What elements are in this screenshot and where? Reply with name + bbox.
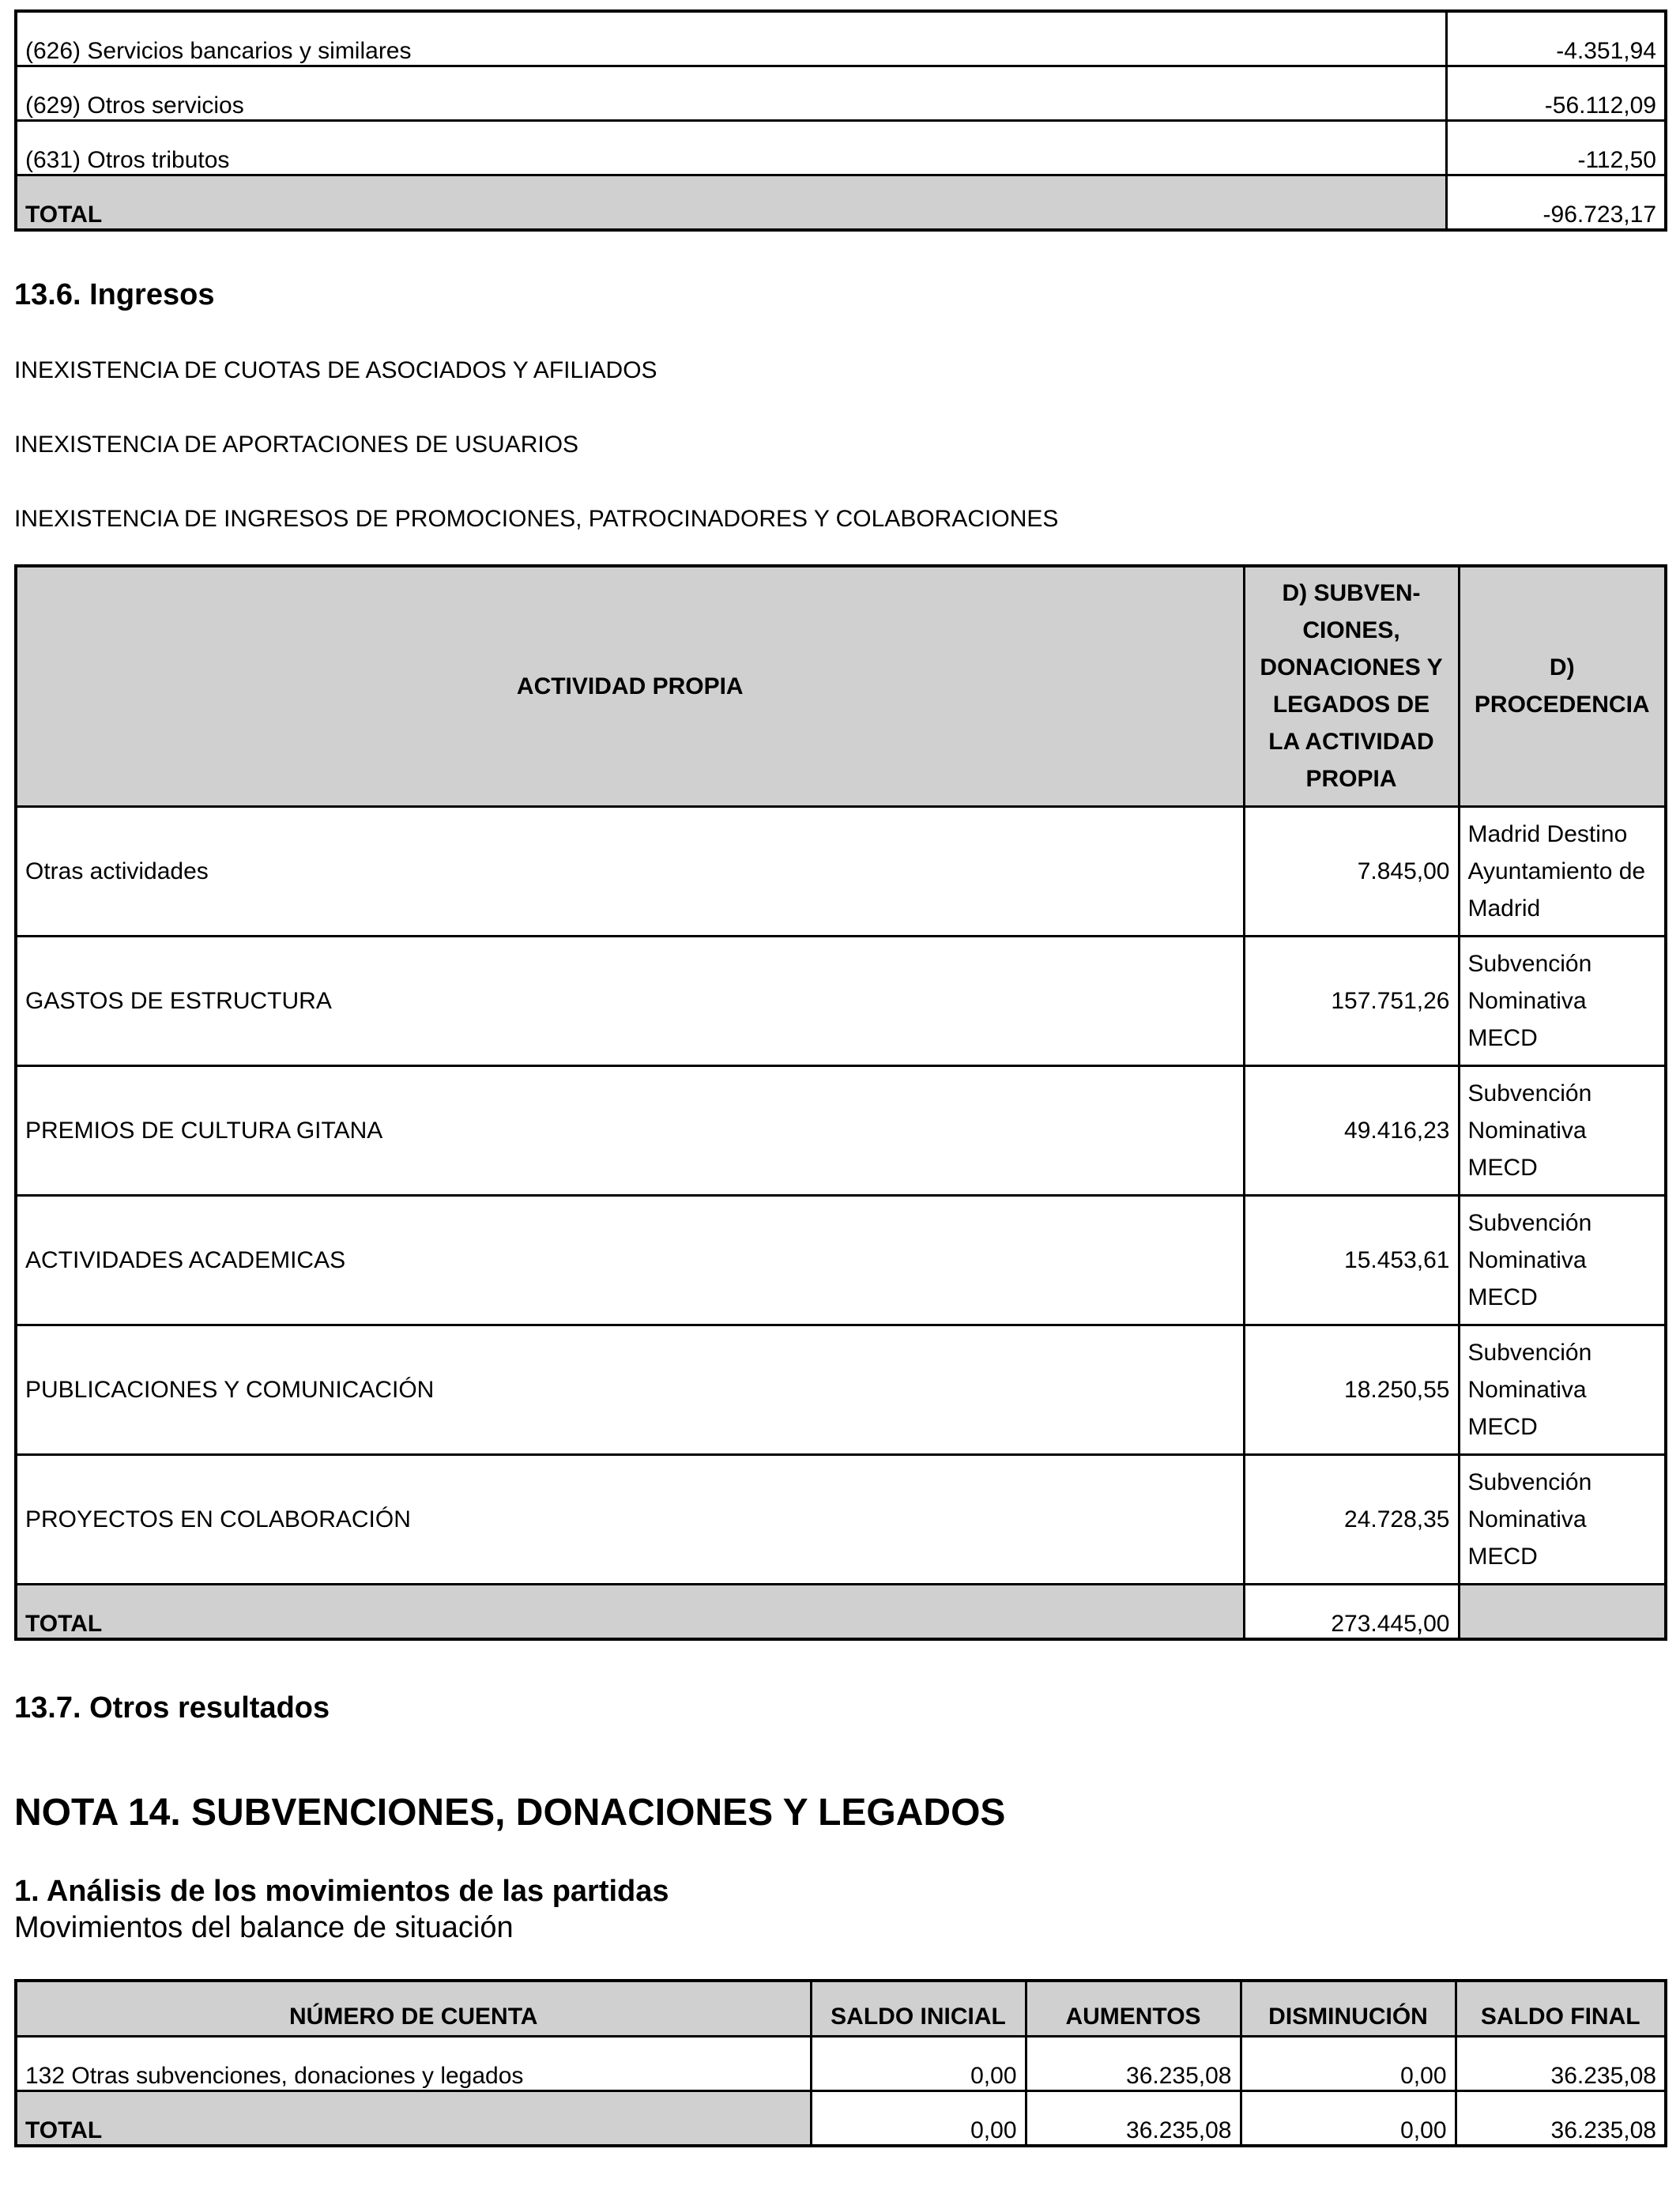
- table-row: [16, 1195, 1666, 1325]
- table-row: [16, 936, 1666, 1065]
- header-actividad-propia: ACTIVIDAD PROPIA: [16, 566, 1244, 806]
- header-subvenciones: D) SUBVEN- CIONES, DONACIONES Y LEGADOS DE LA ACTIVIDAD PROPIA: [1244, 566, 1459, 806]
- activity-amount: 157.751,26: [1244, 936, 1459, 1065]
- expense-row-label: (626) Servicios bancarios y similares: [16, 11, 1446, 66]
- income-total-label: TOTAL: [16, 1584, 1244, 1639]
- header-saldo-inicial: SALDO INICIAL: [811, 1981, 1026, 2036]
- nota-14-caption: Movimientos del balance de situación: [14, 1911, 514, 1944]
- total-disminucion: 0,00: [1241, 2090, 1456, 2146]
- aumentos-value: 36.235,08: [1026, 2036, 1241, 2090]
- activity-origin: Subvención Nominativa MECD: [1459, 1325, 1666, 1454]
- activity-origin: Madrid Destino Ayuntamiento de Madrid: [1459, 806, 1666, 936]
- section-13-7-title: 13.7. Otros resultados: [14, 1691, 330, 1725]
- account-name: 132 Otras subvenciones, donaciones y legados: [16, 2036, 811, 2090]
- activity-origin: Subvención Nominativa MECD: [1459, 1195, 1666, 1325]
- table-row: [16, 2036, 1666, 2090]
- activity-name: Otras actividades: [16, 806, 1244, 936]
- income-table: [14, 564, 1667, 1641]
- activity-amount: 24.728,35: [1244, 1454, 1459, 1584]
- saldo-inicial-value: 0,00: [811, 2036, 1026, 2090]
- nota-14-subtitle: 1. Análisis de los movimientos de las partidas: [14, 1875, 669, 1908]
- nota-14-title: NOTA 14. SUBVENCIONES, DONACIONES Y LEGADOS: [14, 1792, 1006, 1834]
- expense-row-value: -56.112,09: [1446, 66, 1666, 120]
- activity-origin: Subvención Nominativa MECD: [1459, 936, 1666, 1065]
- expense-row-label: (629) Otros servicios: [16, 66, 1446, 120]
- total-saldo-final: 36.235,08: [1456, 2090, 1666, 2146]
- activity-name: GASTOS DE ESTRUCTURA: [16, 936, 1244, 1065]
- table-row: [16, 1065, 1666, 1195]
- table-row: [16, 1325, 1666, 1454]
- income-note-line: INEXISTENCIA DE CUOTAS DE ASOCIADOS Y AFILIADOS: [14, 357, 657, 383]
- balance-movements-table: [14, 1979, 1667, 2147]
- income-note-line: INEXISTENCIA DE APORTACIONES DE USUARIOS: [14, 432, 579, 458]
- income-note-line: INEXISTENCIA DE INGRESOS DE PROMOCIONES, PATROCINADORES Y COLABORACIONES: [14, 506, 1059, 532]
- activity-name: PUBLICACIONES Y COMUNICACIÓN: [16, 1325, 1244, 1454]
- activity-amount: 7.845,00: [1244, 806, 1459, 936]
- disminucion-value: 0,00: [1241, 2036, 1456, 2090]
- expense-row-value: -112,50: [1446, 120, 1666, 175]
- table-row: [16, 1454, 1666, 1584]
- section-13-6-title: 13.6. Ingresos: [14, 278, 215, 311]
- header-procedencia: D) PROCEDENCIA: [1459, 566, 1666, 806]
- income-total-value: 273.445,00: [1244, 1584, 1459, 1639]
- balance-total-label: TOTAL: [16, 2090, 811, 2146]
- income-total-empty: [1459, 1584, 1666, 1639]
- saldo-final-value: 36.235,08: [1456, 2036, 1666, 2090]
- activity-origin: Subvención Nominativa MECD: [1459, 1454, 1666, 1584]
- activity-amount: 49.416,23: [1244, 1065, 1459, 1195]
- expense-total-value: -96.723,17: [1446, 175, 1666, 230]
- header-saldo-final: SALDO FINAL: [1456, 1981, 1666, 2036]
- total-aumentos: 36.235,08: [1026, 2090, 1241, 2146]
- activity-name: PROYECTOS EN COLABORACIÓN: [16, 1454, 1244, 1584]
- expense-total-label: TOTAL: [16, 175, 1446, 230]
- header-aumentos: AUMENTOS: [1026, 1981, 1241, 2036]
- activity-name: PREMIOS DE CULTURA GITANA: [16, 1065, 1244, 1195]
- activity-amount: 18.250,55: [1244, 1325, 1459, 1454]
- expense-row-label: (631) Otros tributos: [16, 120, 1446, 175]
- activity-amount: 15.453,61: [1244, 1195, 1459, 1325]
- activity-origin: Subvención Nominativa MECD: [1459, 1065, 1666, 1195]
- activity-name: ACTIVIDADES ACADEMICAS: [16, 1195, 1244, 1325]
- header-numero-cuenta: NÚMERO DE CUENTA: [16, 1981, 811, 2036]
- expenses-table: [14, 9, 1667, 232]
- table-row: [16, 806, 1666, 936]
- header-disminucion: DISMINUCIÓN: [1241, 1981, 1456, 2036]
- expense-row-value: -4.351,94: [1446, 11, 1666, 66]
- total-saldo-inicial: 0,00: [811, 2090, 1026, 2146]
